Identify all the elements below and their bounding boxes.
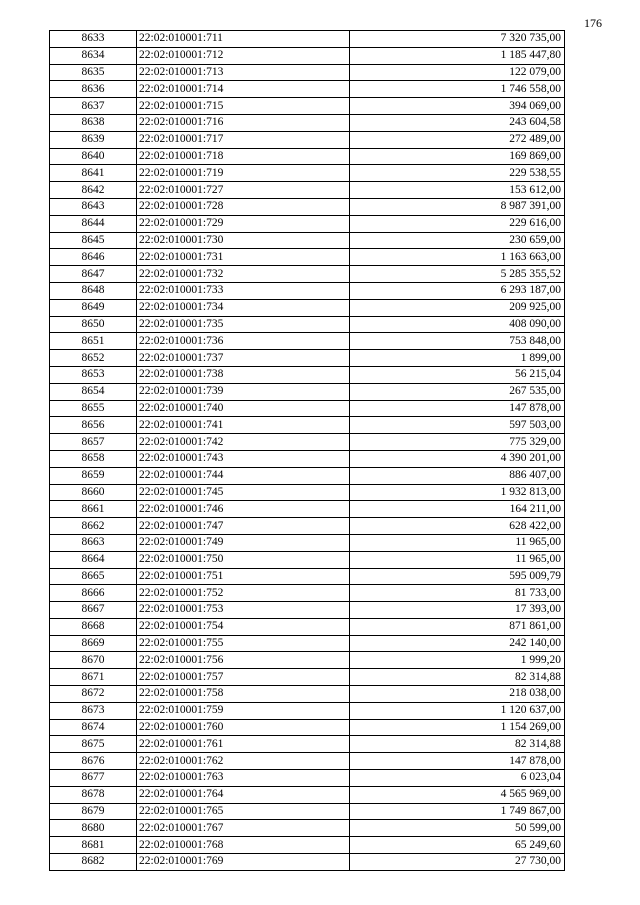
cadastral-value-cell: 147 878,00 bbox=[350, 753, 565, 770]
table-row bbox=[50, 232, 565, 249]
cadastral-value-cell: 82 314,88 bbox=[350, 669, 565, 686]
cadastral-value-cell: 1 749 867,00 bbox=[350, 803, 565, 820]
table-row bbox=[50, 249, 565, 266]
table-row bbox=[50, 131, 565, 148]
cadastral-value-cell: 1 932 813,00 bbox=[350, 484, 565, 501]
row-number-cell: 8642 bbox=[50, 182, 137, 199]
row-number-cell: 8654 bbox=[50, 383, 137, 400]
row-number-cell: 8652 bbox=[50, 350, 137, 367]
cadastral-value-cell: 1 163 663,00 bbox=[350, 249, 565, 266]
cadastral-number-cell: 22:02:010001:759 bbox=[137, 702, 350, 719]
cadastral-value-cell: 169 869,00 bbox=[350, 148, 565, 165]
cadastral-number-cell: 22:02:010001:754 bbox=[137, 618, 350, 635]
cadastral-value-cell: 242 140,00 bbox=[350, 635, 565, 652]
table-row bbox=[50, 400, 565, 417]
table-row bbox=[50, 47, 565, 64]
cadastral-value-cell: 7 320 735,00 bbox=[350, 31, 565, 48]
cadastral-value-cell: 164 211,00 bbox=[350, 501, 565, 518]
cadastral-number-cell: 22:02:010001:727 bbox=[137, 182, 350, 199]
row-number-cell: 8663 bbox=[50, 534, 137, 551]
cadastral-number-cell: 22:02:010001:740 bbox=[137, 400, 350, 417]
row-number-cell: 8650 bbox=[50, 316, 137, 333]
table-row bbox=[50, 282, 565, 299]
row-number-cell: 8679 bbox=[50, 803, 137, 820]
table-row bbox=[50, 753, 565, 770]
table-row bbox=[50, 165, 565, 182]
cadastral-value-table bbox=[49, 30, 565, 871]
row-number-cell: 8674 bbox=[50, 719, 137, 736]
table-row bbox=[50, 64, 565, 81]
table-row bbox=[50, 501, 565, 518]
table-row bbox=[50, 417, 565, 434]
cadastral-number-cell: 22:02:010001:767 bbox=[137, 820, 350, 837]
cadastral-number-cell: 22:02:010001:749 bbox=[137, 534, 350, 551]
cadastral-number-cell: 22:02:010001:757 bbox=[137, 669, 350, 686]
cadastral-number-cell: 22:02:010001:734 bbox=[137, 299, 350, 316]
cadastral-number-cell: 22:02:010001:746 bbox=[137, 501, 350, 518]
cadastral-number-cell: 22:02:010001:736 bbox=[137, 333, 350, 350]
cadastral-value-cell: 595 009,79 bbox=[350, 568, 565, 585]
row-number-cell: 8644 bbox=[50, 215, 137, 232]
cadastral-number-cell: 22:02:010001:738 bbox=[137, 366, 350, 383]
table-row bbox=[50, 837, 565, 854]
cadastral-value-cell: 229 616,00 bbox=[350, 215, 565, 232]
row-number-cell: 8681 bbox=[50, 837, 137, 854]
cadastral-value-cell: 147 878,00 bbox=[350, 400, 565, 417]
table-row bbox=[50, 198, 565, 215]
cadastral-value-cell: 50 599,00 bbox=[350, 820, 565, 837]
cadastral-value-cell: 775 329,00 bbox=[350, 434, 565, 451]
table-row bbox=[50, 350, 565, 367]
table-row bbox=[50, 182, 565, 199]
table-row bbox=[50, 736, 565, 753]
table-row bbox=[50, 450, 565, 467]
cadastral-number-cell: 22:02:010001:768 bbox=[137, 837, 350, 854]
row-number-cell: 8656 bbox=[50, 417, 137, 434]
cadastral-number-cell: 22:02:010001:713 bbox=[137, 64, 350, 81]
cadastral-number-cell: 22:02:010001:735 bbox=[137, 316, 350, 333]
table-body bbox=[50, 31, 565, 871]
cadastral-value-cell: 122 079,00 bbox=[350, 64, 565, 81]
table-row bbox=[50, 702, 565, 719]
cadastral-value-cell: 753 848,00 bbox=[350, 333, 565, 350]
cadastral-number-cell: 22:02:010001:755 bbox=[137, 635, 350, 652]
row-number-cell: 8655 bbox=[50, 400, 137, 417]
cadastral-value-cell: 1 899,00 bbox=[350, 350, 565, 367]
cadastral-number-cell: 22:02:010001:715 bbox=[137, 98, 350, 115]
table-row bbox=[50, 31, 565, 48]
row-number-cell: 8645 bbox=[50, 232, 137, 249]
table-row bbox=[50, 148, 565, 165]
row-number-cell: 8677 bbox=[50, 770, 137, 787]
cadastral-value-cell: 394 069,00 bbox=[350, 98, 565, 115]
row-number-cell: 8640 bbox=[50, 148, 137, 165]
cadastral-value-cell: 4 565 969,00 bbox=[350, 786, 565, 803]
cadastral-value-cell: 11 965,00 bbox=[350, 534, 565, 551]
cadastral-number-cell: 22:02:010001:758 bbox=[137, 686, 350, 703]
cadastral-number-cell: 22:02:010001:714 bbox=[137, 81, 350, 98]
row-number-cell: 8657 bbox=[50, 434, 137, 451]
row-number-cell: 8678 bbox=[50, 786, 137, 803]
table-row bbox=[50, 266, 565, 283]
cadastral-value-cell: 1 154 269,00 bbox=[350, 719, 565, 736]
table-row bbox=[50, 854, 565, 871]
row-number-cell: 8680 bbox=[50, 820, 137, 837]
row-number-cell: 8668 bbox=[50, 618, 137, 635]
cadastral-value-cell: 5 285 355,52 bbox=[350, 266, 565, 283]
table-row bbox=[50, 652, 565, 669]
cadastral-number-cell: 22:02:010001:741 bbox=[137, 417, 350, 434]
table-row bbox=[50, 383, 565, 400]
cadastral-value-cell: 56 215,04 bbox=[350, 366, 565, 383]
cadastral-number-cell: 22:02:010001:712 bbox=[137, 47, 350, 64]
row-number-cell: 8667 bbox=[50, 602, 137, 619]
table-row bbox=[50, 81, 565, 98]
row-number-cell: 8662 bbox=[50, 518, 137, 535]
cadastral-number-cell: 22:02:010001:753 bbox=[137, 602, 350, 619]
cadastral-number-cell: 22:02:010001:719 bbox=[137, 165, 350, 182]
row-number-cell: 8641 bbox=[50, 165, 137, 182]
cadastral-value-cell: 218 038,00 bbox=[350, 686, 565, 703]
table-row bbox=[50, 618, 565, 635]
table-row bbox=[50, 602, 565, 619]
row-number-cell: 8634 bbox=[50, 47, 137, 64]
row-number-cell: 8675 bbox=[50, 736, 137, 753]
cadastral-number-cell: 22:02:010001:729 bbox=[137, 215, 350, 232]
cadastral-number-cell: 22:02:010001:717 bbox=[137, 131, 350, 148]
cadastral-number-cell: 22:02:010001:751 bbox=[137, 568, 350, 585]
table-row bbox=[50, 518, 565, 535]
cadastral-value-cell: 17 393,00 bbox=[350, 602, 565, 619]
row-number-cell: 8646 bbox=[50, 249, 137, 266]
row-number-cell: 8648 bbox=[50, 282, 137, 299]
cadastral-number-cell: 22:02:010001:731 bbox=[137, 249, 350, 266]
cadastral-value-cell: 1 185 447,80 bbox=[350, 47, 565, 64]
cadastral-value-cell: 267 535,00 bbox=[350, 383, 565, 400]
cadastral-value-cell: 408 090,00 bbox=[350, 316, 565, 333]
cadastral-value-cell: 81 733,00 bbox=[350, 585, 565, 602]
cadastral-number-cell: 22:02:010001:742 bbox=[137, 434, 350, 451]
cadastral-value-cell: 628 422,00 bbox=[350, 518, 565, 535]
table-row bbox=[50, 534, 565, 551]
cadastral-number-cell: 22:02:010001:760 bbox=[137, 719, 350, 736]
cadastral-number-cell: 22:02:010001:743 bbox=[137, 450, 350, 467]
table-row bbox=[50, 568, 565, 585]
cadastral-number-cell: 22:02:010001:750 bbox=[137, 551, 350, 568]
table-row bbox=[50, 299, 565, 316]
table-row bbox=[50, 635, 565, 652]
cadastral-number-cell: 22:02:010001:764 bbox=[137, 786, 350, 803]
table-row bbox=[50, 98, 565, 115]
table-row bbox=[50, 434, 565, 451]
row-number-cell: 8666 bbox=[50, 585, 137, 602]
table-row bbox=[50, 551, 565, 568]
row-number-cell: 8649 bbox=[50, 299, 137, 316]
cadastral-value-cell: 8 987 391,00 bbox=[350, 198, 565, 215]
cadastral-number-cell: 22:02:010001:732 bbox=[137, 266, 350, 283]
row-number-cell: 8653 bbox=[50, 366, 137, 383]
cadastral-number-cell: 22:02:010001:737 bbox=[137, 350, 350, 367]
cadastral-number-cell: 22:02:010001:763 bbox=[137, 770, 350, 787]
row-number-cell: 8637 bbox=[50, 98, 137, 115]
table-row bbox=[50, 484, 565, 501]
table-row bbox=[50, 803, 565, 820]
page-number: 176 bbox=[584, 16, 602, 30]
row-number-cell: 8633 bbox=[50, 31, 137, 48]
row-number-cell: 8682 bbox=[50, 854, 137, 871]
table-row bbox=[50, 686, 565, 703]
table-row bbox=[50, 719, 565, 736]
row-number-cell: 8672 bbox=[50, 686, 137, 703]
cadastral-number-cell: 22:02:010001:711 bbox=[137, 31, 350, 48]
row-number-cell: 8635 bbox=[50, 64, 137, 81]
cadastral-value-cell: 153 612,00 bbox=[350, 182, 565, 199]
row-number-cell: 8660 bbox=[50, 484, 137, 501]
cadastral-number-cell: 22:02:010001:730 bbox=[137, 232, 350, 249]
cadastral-number-cell: 22:02:010001:747 bbox=[137, 518, 350, 535]
row-number-cell: 8647 bbox=[50, 266, 137, 283]
table-row bbox=[50, 215, 565, 232]
row-number-cell: 8665 bbox=[50, 568, 137, 585]
cadastral-number-cell: 22:02:010001:765 bbox=[137, 803, 350, 820]
cadastral-number-cell: 22:02:010001:728 bbox=[137, 198, 350, 215]
row-number-cell: 8670 bbox=[50, 652, 137, 669]
cadastral-number-cell: 22:02:010001:716 bbox=[137, 114, 350, 131]
row-number-cell: 8651 bbox=[50, 333, 137, 350]
cadastral-number-cell: 22:02:010001:752 bbox=[137, 585, 350, 602]
cadastral-value-cell: 27 730,00 bbox=[350, 854, 565, 871]
cadastral-value-cell: 230 659,00 bbox=[350, 232, 565, 249]
cadastral-value-cell: 209 925,00 bbox=[350, 299, 565, 316]
row-number-cell: 8673 bbox=[50, 702, 137, 719]
row-number-cell: 8658 bbox=[50, 450, 137, 467]
cadastral-value-cell: 597 503,00 bbox=[350, 417, 565, 434]
table-row bbox=[50, 333, 565, 350]
cadastral-value-cell: 871 861,00 bbox=[350, 618, 565, 635]
table-row bbox=[50, 786, 565, 803]
table-row bbox=[50, 114, 565, 131]
cadastral-number-cell: 22:02:010001:756 bbox=[137, 652, 350, 669]
cadastral-value-cell: 243 604,58 bbox=[350, 114, 565, 131]
row-number-cell: 8659 bbox=[50, 467, 137, 484]
cadastral-value-cell: 1 120 637,00 bbox=[350, 702, 565, 719]
cadastral-number-cell: 22:02:010001:769 bbox=[137, 854, 350, 871]
cadastral-number-cell: 22:02:010001:744 bbox=[137, 467, 350, 484]
row-number-cell: 8639 bbox=[50, 131, 137, 148]
row-number-cell: 8661 bbox=[50, 501, 137, 518]
table-row bbox=[50, 770, 565, 787]
row-number-cell: 8669 bbox=[50, 635, 137, 652]
row-number-cell: 8676 bbox=[50, 753, 137, 770]
cadastral-value-cell: 886 407,00 bbox=[350, 467, 565, 484]
row-number-cell: 8636 bbox=[50, 81, 137, 98]
cadastral-value-cell: 82 314,88 bbox=[350, 736, 565, 753]
cadastral-value-cell: 4 390 201,00 bbox=[350, 450, 565, 467]
row-number-cell: 8664 bbox=[50, 551, 137, 568]
row-number-cell: 8671 bbox=[50, 669, 137, 686]
cadastral-value-cell: 1 999,20 bbox=[350, 652, 565, 669]
cadastral-value-cell: 11 965,00 bbox=[350, 551, 565, 568]
cadastral-number-cell: 22:02:010001:761 bbox=[137, 736, 350, 753]
cadastral-number-cell: 22:02:010001:762 bbox=[137, 753, 350, 770]
row-number-cell: 8638 bbox=[50, 114, 137, 131]
cadastral-value-cell: 6 293 187,00 bbox=[350, 282, 565, 299]
cadastral-number-cell: 22:02:010001:739 bbox=[137, 383, 350, 400]
table-row bbox=[50, 366, 565, 383]
cadastral-value-cell: 272 489,00 bbox=[350, 131, 565, 148]
row-number-cell: 8643 bbox=[50, 198, 137, 215]
cadastral-number-cell: 22:02:010001:745 bbox=[137, 484, 350, 501]
table-row bbox=[50, 316, 565, 333]
cadastral-number-cell: 22:02:010001:733 bbox=[137, 282, 350, 299]
cadastral-value-cell: 65 249,60 bbox=[350, 837, 565, 854]
cadastral-value-cell: 6 023,04 bbox=[350, 770, 565, 787]
cadastral-number-cell: 22:02:010001:718 bbox=[137, 148, 350, 165]
cadastral-value-cell: 1 746 558,00 bbox=[350, 81, 565, 98]
cadastral-value-cell: 229 538,55 bbox=[350, 165, 565, 182]
table-row bbox=[50, 820, 565, 837]
table-row bbox=[50, 585, 565, 602]
table-row bbox=[50, 669, 565, 686]
table-row bbox=[50, 467, 565, 484]
